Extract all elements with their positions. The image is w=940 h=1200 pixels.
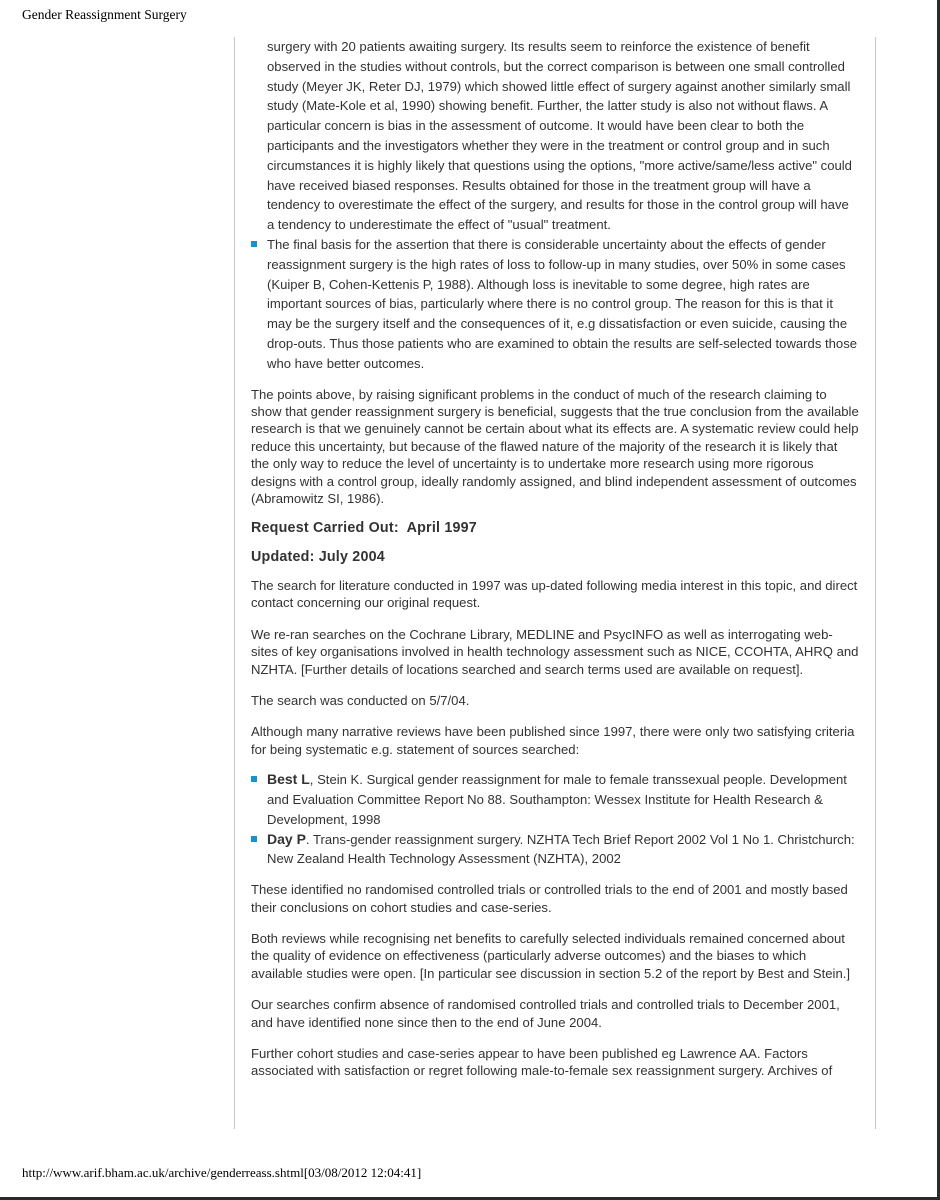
- reference-list: [251, 770, 859, 869]
- paragraph-narrative-reviews: Although many narrative reviews have been published since 1997, there were only two satisfying criteria for being systematic e.g. statement of sources searched:: [251, 724, 855, 757]
- heading-request-carried-out: Request Carried Out: April 1997: [251, 520, 477, 537]
- paragraph-both-reviews: Both reviews while recognising net benefits to carefully selected individuals remained concerned about the quality of evidence on effectiveness (particularly adverse outcomes) and the biases to which available studies were open. [In particular see discussion in section 5.2 of the report by Best and Stein.]: [251, 931, 851, 981]
- article-column: [234, 37, 876, 1129]
- list-item: [251, 830, 859, 870]
- reference-author: Day P: [267, 830, 306, 847]
- bullet-list: [251, 235, 859, 374]
- page-title: Gender Reassignment Surgery: [22, 7, 187, 22]
- reference-text: . Trans-gender reassignment surgery. NZHTA Tech Brief Report 2002 Vol 1 No 1. Christchurch: New Zealand Health Technology Assessment (NZHTA), 2002: [267, 831, 855, 867]
- paragraph-further-studies: Further cohort studies and case-series appear to have been published eg Lawrence AA. Factors associated with satisfaction or regret following male-to-female sex reassignment surgery. Archives of: [251, 1046, 833, 1079]
- reference-author: Best L: [267, 771, 310, 788]
- list-item: [251, 235, 859, 374]
- paragraph-confirm-absence: Our searches confirm absence of randomised controlled trials and controlled trials to December 2001, and have identified none since then to the end of June 2004.: [251, 997, 840, 1030]
- page-url-footer: http://www.arif.bham.ac.uk/archive/genderreass.shtml[03/08/2012 12:04:41]: [22, 1165, 422, 1180]
- bullet-final-basis-text: The final basis for the assertion that there is considerable uncertainty about the effects of gender reassignment surgery is the high rates of loss to follow-up in many studies, over 50% in some cases (Kuiper B, Cohen-Kettenis P, 1988). Although loss is inevitable to some degree, high rates are important sources of bias, particularly where there is no control group. The reason for this is that it may be the surgery itself and the consequences of it, e.g dissatisfaction or even suicide, causing the drop-outs. Thus those patients who are examined to obtain the results are self-selected towards those who have better outcomes.: [267, 236, 858, 371]
- bullet-square-icon: [251, 776, 257, 782]
- list-item: [251, 770, 859, 829]
- bullet-square-icon: [251, 241, 257, 247]
- paragraph-points-above: The points above, by raising significant problems in the conduct of much of the research claiming to show that gender reassignment surgery is beneficial, suggests that the true conclusion from the available research is that we genuinely cannot be certain about what its effects are. A systematic review could help reduce this uncertainty, but because of the flawed nature of the majority of the research it is likely that the only way to reduce the level of uncertainty is to undertake more research using more rigorous designs with a control group, ideally randomly assigned, and blind independent assessment of outcomes (Abramowitz SI, 1986).: [251, 386, 859, 506]
- article-body: [235, 37, 875, 1080]
- bullet-square-icon: [251, 836, 257, 842]
- paragraph-search-updated: The search for literature conducted in 1997 was up-dated following media interest in this topic, and direct contact concerning our original request.: [251, 577, 858, 611]
- paragraph-reran-searches: We re-ran searches on the Cochrane Library, MEDLINE and PsycINFO as well as interrogating web-sites of key organisations involved in health technology assessment such as NICE, CCOHTA, AHRQ and NZHTA. [Further details of locations searched and search terms used are available on request].: [251, 626, 859, 677]
- continued-bullet-text: surgery with 20 patients awaiting surgery. Its results seem to reinforce the existence of benefit observed in the studies without controls, but the correct comparison is between one small controlled study (Meyer JK, Reter DJ, 1979) which showed little effect of surgery against another similarly small study (Mate-Kole et al, 1990) showing benefit. Further, the latter study is also not without flaws. A particular concern is bias in the assessment of outcome. It would have been clear to both the participants and the investigators whether they were in the treatment or control group and in such circumstances it is highly likely that questions using the options, "more active/same/less active" could have received biased responses. Results obtained for those in the treatment group will have a tendency to overestimate the effect of the surgery, and results for those in the control group will have a tendency to underestimate the effect of "usual" treatment.: [267, 39, 852, 233]
- heading-updated: Updated: July 2004: [251, 549, 385, 566]
- paragraph-search-date: The search was conducted on 5/7/04.: [251, 693, 470, 709]
- paragraph-identified: These identified no randomised controlled trials or controlled trials to the end of 2001 and mostly based their conclusions on cohort studies and case-series.: [251, 882, 848, 915]
- reference-text: , Stein K. Surgical gender reassignment for male to female transsexual people. Development and Evaluation Committee Report No 88. Southampton: Wessex Institute for Health Research & Development, 1998: [267, 772, 847, 827]
